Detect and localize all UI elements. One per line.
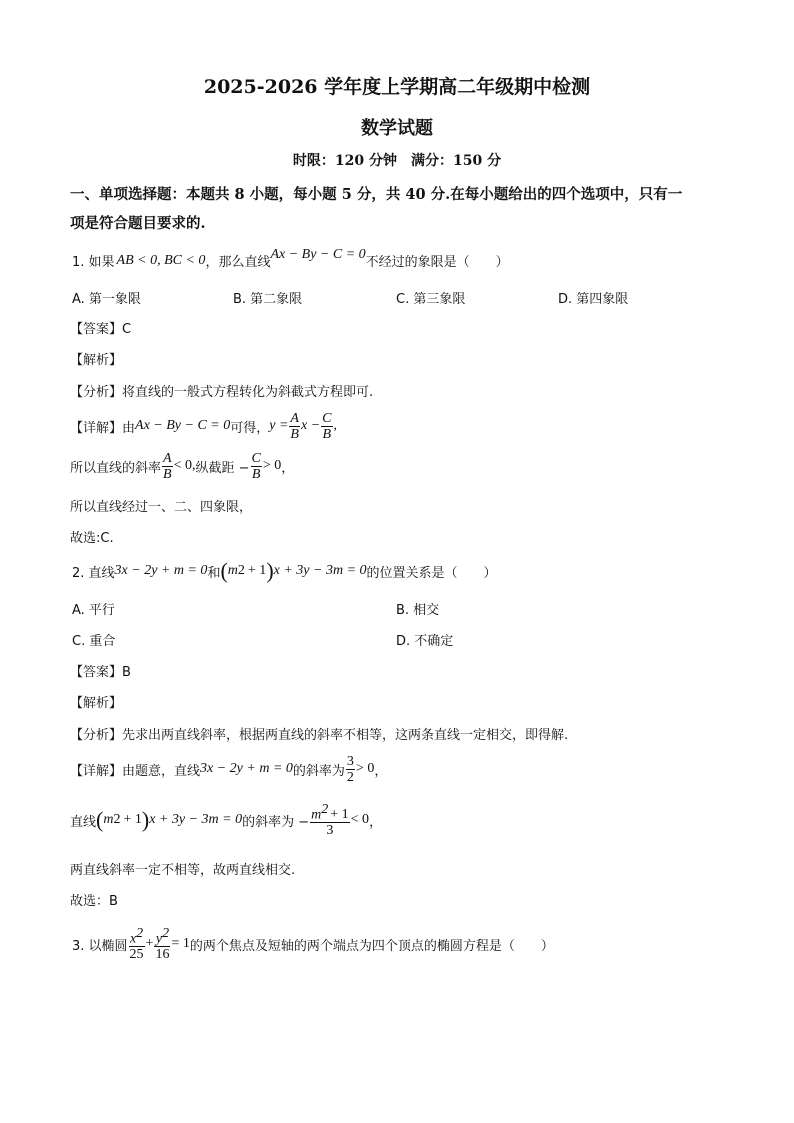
- q2-frac-denominator: 3: [326, 823, 334, 839]
- q2-line1-equation: 3x − 2y + m = 0: [114, 563, 208, 578]
- q2-frac-denominator: 2: [346, 769, 354, 785]
- q1-mid: ，那么直线: [205, 255, 271, 270]
- q1-answer: 【答案】C: [70, 322, 132, 337]
- q1-fenxi: 【分析】将直线的一般式方程转化为斜截式方程即可.: [70, 385, 374, 400]
- q1-xiangjie-equation: Ax − By − C = 0: [135, 418, 231, 433]
- q2-square: 2: [237, 563, 245, 578]
- q1-option-b: B. 第二象限: [233, 292, 303, 307]
- q3-y: y: [155, 931, 163, 947]
- q2-xiangjie: [70, 750, 387, 788]
- q2-plus-one: + 1: [247, 563, 267, 578]
- q1-option-d: D. 第四象限: [558, 292, 629, 307]
- q2-choice: 故选：B: [70, 894, 118, 909]
- q2-line2-rest: x + 3y − 3m = 0: [273, 563, 367, 578]
- q3-frac-denominator: 25: [129, 947, 144, 963]
- q2-second-line: [70, 800, 382, 840]
- q1-xiangjie-prefix: 【详解】由: [70, 420, 136, 436]
- q2-line-mid: 的斜率为 −: [242, 814, 310, 830]
- q1-intercept-fraction: [251, 451, 262, 482]
- q1-intercept-label: 纵截距 −: [195, 460, 250, 476]
- q2-xiangjie-equation: 3x − 2y + m = 0: [200, 761, 293, 776]
- q2-option-b: B. 相交: [396, 603, 440, 618]
- q2-m: m: [103, 812, 114, 827]
- q1-xiangjie-mid: 可得，: [230, 420, 270, 436]
- q2-answer: 【答案】B: [70, 665, 131, 680]
- q1-fraction-a-over-b: [289, 411, 300, 442]
- q3-square: 2: [162, 925, 170, 941]
- q2-fenxi: 【分析】先求出两直线斜率，根据两直线的斜率不相等，这两条直线一定相交，即得解.: [70, 728, 569, 743]
- subject-title: 数学试题: [361, 118, 433, 139]
- q1-condition: AB < 0, BC < 0: [116, 252, 206, 268]
- q1-option-c: C. 第三象限: [396, 292, 466, 307]
- time-info: 时限：120 分钟 满分：150 分: [292, 153, 502, 169]
- q3-fraction-x: [129, 926, 145, 963]
- question-1: [72, 246, 509, 270]
- q2-plus-one: + 1: [123, 812, 142, 827]
- q1-fraction-c-over-b: [321, 411, 332, 442]
- q2-second-slope-fraction: [310, 802, 350, 839]
- q2-conclusion: 两直线斜率一定不相等，故两直线相交.: [70, 863, 296, 878]
- q1-suffix: 不经过的象限是（ ）: [365, 255, 509, 270]
- q2-frac-numerator: 3: [346, 753, 354, 769]
- left-paren: (: [96, 807, 104, 832]
- question-3: [72, 924, 554, 964]
- q2-xiangjie-mid: 的斜率为: [292, 763, 345, 779]
- q2-slope-fraction: [346, 754, 355, 785]
- q1-x-minus: x −: [300, 418, 321, 433]
- q2-lt0: < 0: [350, 812, 370, 827]
- q1-frac-denominator: B: [290, 426, 299, 442]
- q2-gt0: > 0: [355, 761, 375, 776]
- q2-frac-square: 2: [321, 801, 329, 817]
- q3-frac-numerator: [129, 926, 144, 947]
- q2-comma: ，: [369, 814, 383, 830]
- q1-slope-line: [70, 447, 294, 485]
- q2-suffix: 的位置关系是（ ）: [366, 565, 497, 581]
- q1-frac-denominator: B: [251, 466, 261, 482]
- q1-slope-fraction: [162, 451, 173, 482]
- q1-slope-prefix: 所以直线的斜率: [70, 460, 162, 476]
- q1-intercept-gt: > 0: [262, 458, 282, 473]
- q1-frac-numerator: C: [322, 410, 332, 426]
- q2-line-prefix: 直线: [70, 814, 97, 830]
- q1-line-equation: Ax − By − C = 0: [270, 246, 366, 262]
- q1-option-a: A. 第一象限: [72, 292, 141, 307]
- q2-frac-plus-one: + 1: [330, 807, 349, 823]
- exam-title: 2025-2026 学年度上学期高二年级期中检测: [203, 76, 591, 98]
- q3-suffix: 的两个焦点及短轴的两个端点为四个顶点的椭圆方程是（ ）: [189, 938, 554, 954]
- q3-square: 2: [136, 925, 144, 941]
- q2-option-c: C. 重合: [72, 634, 116, 649]
- q2-analysis-label: 【解析】: [70, 696, 123, 711]
- q1-xiangjie: [70, 407, 337, 445]
- q1-frac-denominator: B: [163, 466, 172, 482]
- q2-m: m: [227, 563, 238, 578]
- q2-frac-m: m: [311, 807, 322, 823]
- q1-y-equals: y =: [269, 418, 289, 433]
- q1-frac-numerator: A: [290, 410, 299, 426]
- q3-plus: +: [145, 936, 154, 951]
- q2-line2-rest: x + 3y − 3m = 0: [149, 812, 243, 827]
- q1-slope-lt: < 0,: [173, 458, 196, 473]
- q2-frac-numerator: [310, 802, 350, 823]
- q3-prefix: 3. 以椭圆: [72, 938, 128, 954]
- q1-prefix: 1. 如果: [72, 255, 115, 270]
- q1-frac-numerator: A: [163, 450, 172, 466]
- right-paren: ): [266, 558, 274, 583]
- q1-comma: ,: [333, 418, 337, 433]
- q3-equals-one: = 1: [171, 936, 190, 951]
- q2-option-a: A. 平行: [72, 603, 115, 618]
- q1-quadrants: 所以直线经过一、二、四象限，: [70, 500, 253, 515]
- q1-choice: 故选:C.: [70, 531, 114, 546]
- q2-and: 和: [207, 565, 221, 581]
- q2-option-d: D. 不确定: [396, 634, 454, 649]
- q1-analysis-label: 【解析】: [70, 353, 123, 368]
- right-paren: ): [141, 807, 150, 832]
- q3-frac-numerator: [155, 926, 170, 947]
- q2-comma: ，: [374, 763, 388, 779]
- q1-frac-numerator: C: [251, 450, 261, 466]
- q2-xiangjie-prefix: 【详解】由题意，直线: [70, 763, 201, 779]
- section-heading-line1: 一、单项选择题：本题共 8 小题，每小题 5 分，共 40 分.在每小题给出的四个选项中，只有一: [70, 186, 683, 203]
- q1-frac-denominator: B: [322, 426, 332, 442]
- q2-prefix: 2. 直线: [72, 565, 115, 581]
- q3-x: x: [129, 931, 137, 947]
- q1-slope-end: ，: [281, 460, 295, 476]
- section-heading-line2: 项是符合题目要求的.: [70, 215, 206, 232]
- left-paren: (: [220, 558, 228, 583]
- question-2: [72, 559, 497, 583]
- q3-fraction-y: [154, 926, 170, 963]
- q2-square: 2: [113, 812, 121, 827]
- q3-frac-denominator: 16: [155, 947, 170, 963]
